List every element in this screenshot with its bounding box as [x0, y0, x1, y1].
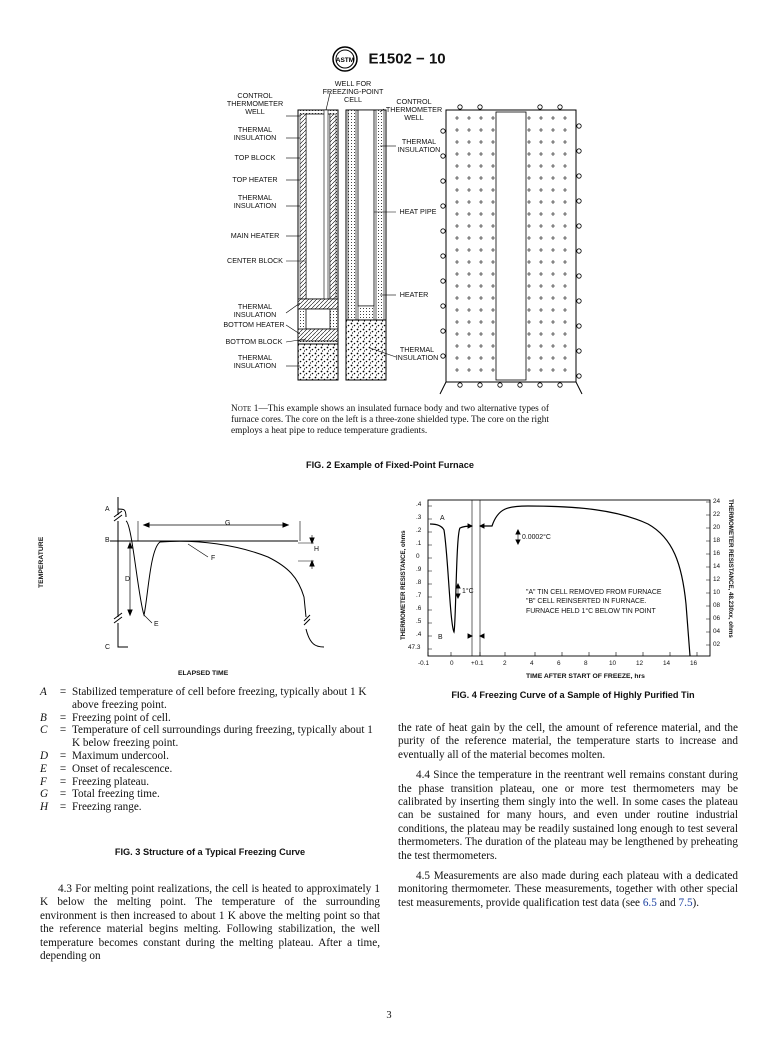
fig4-right-tick: 12 — [713, 576, 721, 583]
page-number: 3 — [386, 1010, 392, 1021]
fig4-annotation-a: "A" TIN CELL REMOVED FROM FURNACE — [526, 589, 662, 596]
fig4-x-tick: 12 — [636, 660, 644, 667]
fig3-point-f: F — [211, 555, 216, 562]
fig3-point-a: A — [105, 506, 110, 513]
fig4-x-tick: +0.1 — [471, 660, 484, 667]
fig4-right-tick: 16 — [713, 550, 721, 557]
label-center-block: CENTER BLOCK — [227, 256, 283, 265]
fig4-annotation-c: FURNACE HELD 1°C BELOW TIN POINT — [526, 608, 656, 615]
fig4-left-tick: .1 — [416, 540, 422, 547]
legend-row: F = Freezing plateau. — [40, 776, 380, 789]
legend-key: F — [40, 775, 47, 788]
legend-row: D = Maximum undercool. — [40, 750, 380, 763]
legend-value: Total freezing time. — [72, 788, 160, 801]
label-top-heater: TOP HEATER — [232, 175, 278, 184]
label-bottom-heater: BOTTOM HEATER — [223, 320, 285, 329]
fig4-scale-fine: 0.0002°C — [522, 534, 551, 541]
legend-key: C — [40, 724, 48, 737]
fig3-point-c: C — [105, 644, 110, 651]
fig3-legend — [40, 686, 380, 814]
legend-key: D — [40, 749, 49, 762]
fig4-right-tick: 14 — [713, 563, 721, 570]
fig4-right-tick: 06 — [713, 615, 721, 622]
fig4-left-tick: 0 — [416, 553, 420, 560]
right-column-text — [398, 722, 738, 917]
label-control-thermometer-well-left: CONTROL THERMOMETER WELL — [226, 91, 284, 116]
label-main-heater: MAIN HEATER — [230, 231, 280, 240]
label-control-thermometer-well-right: CONTROL THERMOMETER WELL — [385, 97, 443, 122]
paragraph-4-3: 4.3 For melting point realizations, the cell is heated to approximately 1 K below the melting point. The temperature of the surrounding environment is then increased to about 1 K above the melting point so that the reference material begins melting. Following stabilization, the well temperature becomes constant during the melting plateau. After a time, depending on — [40, 883, 380, 963]
fig4-point-a: A — [440, 515, 445, 522]
fig4-left-tick: .4 — [416, 501, 422, 508]
legend-value: Maximum undercool. — [72, 749, 169, 762]
fig3-point-d: D — [125, 576, 130, 583]
fig4-x-tick: 6 — [557, 660, 561, 667]
legend-key: A — [40, 686, 47, 698]
legend-value: Temperature of cell surroundings during freezing, typically about 1 K below freezing point. — [72, 724, 373, 750]
fig2-caption: FIG. 2 Example of Fixed-Point Furnace — [306, 460, 474, 470]
heat-pipe-core — [346, 110, 386, 380]
fig4-right-tick: 04 — [713, 628, 721, 635]
astm-logo-icon — [332, 46, 358, 72]
fig3-point-b: B — [105, 537, 110, 544]
fig3-xlabel: ELAPSED TIME — [178, 670, 229, 677]
legend-key: B — [40, 711, 47, 724]
fig3-caption: FIG. 3 Structure of a Typical Freezing Curve — [114, 847, 306, 857]
legend-key: H — [40, 801, 49, 814]
legend-value: Freezing range. — [72, 801, 142, 814]
label-well-freezing-point-cell: WELL FOR FREEZING-POINT CELL — [322, 79, 384, 104]
left-column-text — [40, 883, 380, 970]
legend-value: Freezing point of cell. — [72, 711, 171, 724]
fig4-x-tick: 4 — [530, 660, 534, 667]
p45-text-end: ). — [692, 896, 700, 909]
p45-text-mid: and — [656, 896, 679, 909]
fig4-caption: FIG. 4 Freezing Curve of a Sample of Highly Purified Tin — [451, 690, 695, 700]
fig4-xlabel: TIME AFTER START OF FREEZE, hrs — [526, 673, 645, 680]
label-thermal-insulation-2: THERMAL INSULATION — [233, 193, 277, 210]
fig4-right-tick: 22 — [713, 511, 721, 518]
fig4-left-tick: .9 — [416, 566, 422, 573]
paragraph-4-4: 4.4 Since the temperature in the reentrant well remains constant during the phase transition plateau, one or more test thermometers may be calibrated by inserting them singly into the well. In some cases the plateau can be sustained for many hours, and even under routine industrial conditions, the plateau may be readily sustained long enough to test several thermometers. The duration of the plateau may be lengthened by preheating the test thermometers. — [398, 769, 738, 862]
fig4-x-tick: 2 — [503, 660, 507, 667]
label-top-block: TOP BLOCK — [234, 153, 276, 162]
fig4-left-tick: .8 — [416, 579, 422, 586]
page-header — [0, 46, 778, 72]
fig4-right-tick: 02 — [713, 641, 721, 648]
fig3-point-g: G — [225, 520, 231, 527]
fig4-right-tick: 20 — [713, 524, 721, 531]
label-thermal-insulation-right-2: THERMAL INSULATION — [395, 345, 439, 362]
fig4-x-tick: 16 — [690, 660, 698, 667]
label-thermal-insulation-4: THERMAL INSULATION — [233, 353, 277, 370]
fig4-left-tick: .2 — [416, 527, 422, 534]
fig4-right-tick: 18 — [713, 537, 721, 544]
fig4-right-tick: 08 — [713, 602, 721, 609]
paragraph-4-3-continued: the rate of heat gain by the cell, the amount of reference material, and the purity of the reference material, the temperature starts to increase and eventually all of the material becomes molten. — [398, 722, 738, 761]
note-text: —This example shows an insulated furnace body and two alternative types of furnace cores. The core on the left is a three-zone shielded type. The core on the right employs a heat pipe to reduce temperature gradients. — [231, 404, 549, 437]
fig4-ylabel-right: THERMOMETER RESISTANCE, 48.230xx, ohms — [727, 499, 734, 638]
legend-row: C = Temperature of cell surroundings during freezing, typically about 1 K below freezing point. — [40, 724, 380, 750]
fig4-x-tick: 14 — [663, 660, 671, 667]
svg-text:ASTM: ASTM — [336, 57, 355, 64]
legend-row: H = Freezing range. — [40, 801, 380, 814]
legend-key: G — [40, 788, 49, 801]
label-thermal-insulation-3: THERMAL INSULATION — [233, 302, 277, 319]
ref-link-6-5[interactable]: 6.5 — [642, 896, 657, 909]
fig3-point-e: E — [154, 621, 159, 628]
paragraph-4-5 — [398, 870, 738, 910]
fig4-left-tick: .6 — [416, 605, 422, 612]
legend-row: B = Freezing point of cell. — [40, 712, 380, 725]
fig4-ylabel-left: THERMOMETER RESISTANCE, ohms — [400, 530, 407, 640]
label-heater: HEATER — [399, 290, 429, 299]
legend-value: Freezing plateau. — [72, 775, 150, 788]
fig4-left-tick: .7 — [416, 592, 422, 599]
fig4-left-tick: .5 — [416, 618, 422, 625]
fig4-left-tick: 47.3 — [408, 644, 421, 651]
fig3-ylabel: TEMPERATURE — [38, 536, 45, 588]
fig4-point-b: B — [438, 634, 443, 641]
fig4-right-tick: 24 — [713, 498, 721, 505]
fig4-annotation-b: "B" CELL REINSERTED IN FURNACE. — [526, 598, 647, 605]
fig4-left-tick: .4 — [416, 631, 422, 638]
legend-row: G = Total freezing time. — [40, 788, 380, 801]
fig4-right-tick: 10 — [713, 589, 721, 596]
ref-link-7-5[interactable]: 7.5 — [678, 896, 693, 909]
furnace-body — [440, 105, 582, 394]
legend-row: A = Stabilized temperature of cell before freezing, typically about 1 K above freezing point. — [40, 686, 380, 712]
label-bottom-block: BOTTOM BLOCK — [225, 337, 283, 346]
p45-text-a: 4.5 Measurements are also made during each plateau with a dedicated monitoring thermometer. These measurements, together with other special test measurements, provide qualification test data (see — [398, 870, 738, 909]
fig4-scale-coarse: 1°C — [462, 588, 474, 595]
label-thermal-insulation-right-1: THERMAL INSULATION — [397, 137, 441, 154]
fig4-left-tick: .3 — [416, 514, 422, 521]
legend-value: Onset of recalescence. — [72, 762, 173, 775]
fig4-x-tick: -0.1 — [418, 660, 430, 667]
fig3-freezing-curve — [88, 497, 338, 687]
note-prefix: Note 1 — [231, 404, 259, 414]
legend-value: Stabilized temperature of cell before freezing, typically about 1 K above freezing point. — [72, 686, 367, 711]
fig3-point-h: H — [314, 546, 319, 553]
fig4-x-tick: 0 — [450, 660, 454, 667]
label-heat-pipe: HEAT PIPE — [399, 207, 437, 216]
fig4-x-tick: 8 — [584, 660, 588, 667]
fig4-x-tick: 10 — [609, 660, 617, 667]
label-thermal-insulation-1: THERMAL INSULATION — [233, 125, 277, 142]
legend-row: E = Onset of recalescence. — [40, 763, 380, 776]
legend-key: E — [40, 762, 47, 775]
designation: E1502 − 10 — [368, 50, 446, 68]
fig2-note — [231, 404, 549, 438]
